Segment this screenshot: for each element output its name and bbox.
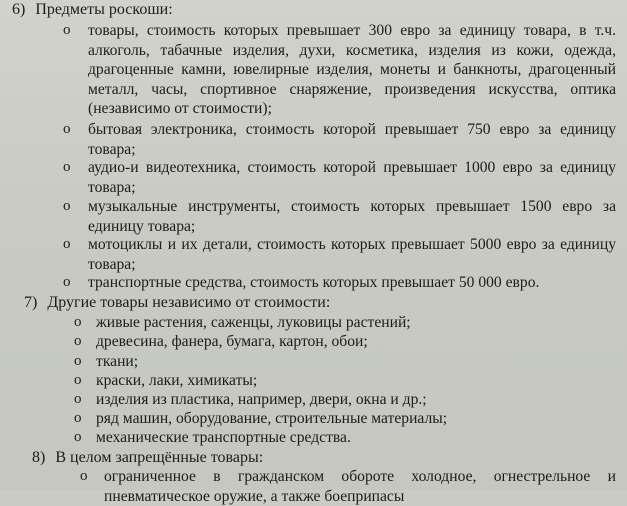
list-item	[88, 235, 616, 274]
bullet-marker: o	[63, 274, 71, 290]
list-item	[96, 428, 616, 448]
bullet-marker: o	[74, 353, 82, 369]
list-item	[96, 332, 616, 352]
list-item	[88, 120, 616, 159]
list-item	[96, 390, 616, 410]
list-item-text: аудио-и видеотехника, стоимость которой превышает 1000 евро за единицу товара;	[88, 159, 616, 196]
list-item	[88, 273, 616, 293]
bullet-marker: o	[74, 314, 82, 330]
list-item	[104, 467, 616, 506]
list-item-text: краски, лаки, химикаты;	[96, 372, 258, 389]
list-item-text: транспортные средства, стоимость которых превышает 50 000 евро.	[88, 274, 540, 291]
list-item-text: музыкальные инструменты, стоимость которых превышает 1500 евро за единицу товара;	[88, 198, 616, 235]
section-heading	[12, 0, 173, 19]
list-item	[88, 21, 616, 119]
bullet-marker: o	[63, 236, 71, 252]
list-item-text: мотоциклы и их детали, стоимость которых превышает 5000 евро за единицу товара;	[88, 236, 616, 273]
section-heading	[32, 448, 263, 467]
list-item-text: ограниченное в гражданском обороте холодное, огнестрельное и пневматическое оружие, а также боеприпасы	[104, 468, 616, 505]
bullet-marker: o	[74, 410, 82, 426]
list-item-text: древесина, фанера, бумага, картон, обои;	[96, 333, 368, 350]
section-title: Предметы роскоши:	[35, 1, 173, 18]
list-item	[96, 352, 616, 372]
list-item-text: товары, стоимость которых превышает 300 евро за единицу товара, в т.ч. алкоголь, табачные изделия, духи, косметика, изделия из кожи, одежда, драгоценные камни, ювелирные изделия, монеты и банкноты, драгоценный металл, часы, спортивное снаряжение, произведения искусства, оптика (независимо от стоимости);	[88, 22, 616, 118]
section-title: Другие товары независимо от стоимости:	[47, 294, 331, 311]
bullet-marker: o	[74, 391, 82, 407]
list-item-text: изделия из пластика, например, двери, окна и др.;	[96, 391, 427, 408]
bullet-marker: o	[74, 333, 82, 349]
list-item	[88, 158, 616, 197]
section-number: 7)	[24, 294, 38, 311]
bullet-marker: o	[74, 429, 82, 445]
section-number: 6)	[12, 1, 26, 18]
list-item-text: ряд машин, оборудование, строительные материалы;	[96, 410, 448, 427]
section-heading	[24, 293, 330, 312]
list-item	[88, 197, 616, 236]
bullet-marker: o	[63, 198, 71, 214]
list-item	[96, 371, 616, 391]
list-item	[96, 313, 616, 333]
section-title: В целом запрещённые товары:	[55, 449, 264, 466]
bullet-marker: o	[80, 468, 88, 484]
list-item-text: ткани;	[96, 353, 139, 370]
bullet-marker: o	[63, 121, 71, 137]
section-number: 8)	[32, 449, 46, 466]
bullet-marker: o	[63, 22, 71, 38]
list-item-text: живые растения, саженцы, луковицы растений;	[96, 314, 411, 331]
list-item-text: бытовая электроника, стоимость которой превышает 750 евро за единицу товара;	[88, 121, 616, 158]
list-item	[96, 409, 616, 429]
bullet-marker: o	[74, 372, 82, 388]
bullet-marker: o	[63, 159, 71, 175]
list-item-text: механические транспортные средства.	[96, 429, 351, 446]
